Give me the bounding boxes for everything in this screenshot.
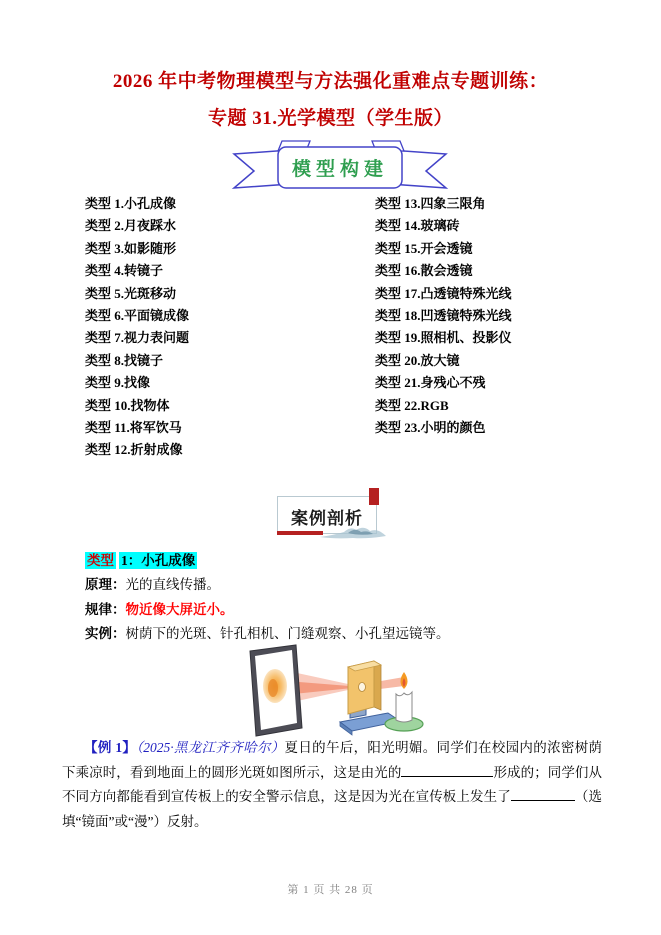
model-list-item: 类型 21.身残心不残 <box>375 375 486 391</box>
rule-line <box>85 598 605 622</box>
document-title-line2: 专题 31.光学模型（学生版） <box>207 108 453 129</box>
model-list-item: 类型 20.放大镜 <box>375 352 460 368</box>
rule-text: 物近像大屏近小。 <box>125 601 234 617</box>
model-list-left-column <box>85 193 365 462</box>
example1-tag: 【例 1】 <box>84 740 137 755</box>
example-label: 实例： <box>85 625 126 641</box>
model-list-item: 类型 13.四象三限角 <box>375 196 486 211</box>
model-list-item: 类型 22.RGB <box>375 397 449 413</box>
model-list-item: 类型 8.找镜子 <box>85 352 164 368</box>
model-list-item: 类型 5.光斑移动 <box>85 285 177 301</box>
model-list-item: 类型 16.散会透镜 <box>375 263 473 279</box>
principle-text: 光的直线传播。 <box>125 577 220 593</box>
model-list-item: 类型 23.小明的颜色 <box>375 419 486 435</box>
model-list-item: 类型 11.将军饮马 <box>85 419 182 435</box>
red-square-accent <box>369 488 379 505</box>
red-bar-accent <box>277 531 323 535</box>
rule-label: 规律： <box>85 601 126 617</box>
model-list-item: 类型 17.凸透镜特殊光线 <box>375 285 512 301</box>
model-list-item: 类型 10.找物体 <box>85 397 170 413</box>
model-list-item: 类型 7.视力表问题 <box>85 330 190 346</box>
model-construction-ribbon <box>226 136 454 194</box>
card-side <box>374 661 381 710</box>
model-list-item: 类型 12.折射成像 <box>85 442 183 458</box>
model-list-item: 类型 3.如影随形 <box>85 240 177 256</box>
example-line <box>85 622 605 646</box>
model-list-right-column <box>375 193 635 439</box>
model-list-item: 类型 1.小孔成像 <box>85 196 177 211</box>
mountain-decoration-icon <box>318 524 388 540</box>
example1-paragraph <box>62 736 602 834</box>
case-type1-block <box>85 549 605 646</box>
example1-text-part2: 形成的；同学们从不同方向都能看到宣传板上的安全警示信息，这是因为光在宣传板上发生了 <box>62 764 603 805</box>
example1-source: （2025·黑龙江齐齐哈尔） <box>136 740 285 755</box>
model-list-item: 类型 4.转镜子 <box>85 263 164 279</box>
pinhole-imaging-figure <box>238 644 436 741</box>
principle-label: 原理： <box>85 577 126 593</box>
answer-blank-1 <box>401 763 493 777</box>
model-list-item: 类型 9.找像 <box>85 375 151 391</box>
principle-line <box>85 573 605 597</box>
case-type1-title-line <box>85 549 605 573</box>
ribbon-label: 模型构建 <box>291 159 389 180</box>
case-analysis-header <box>277 496 377 534</box>
type-label-highlight: 类型 <box>87 553 114 568</box>
example-text: 树荫下的光斑、针孔相机、门缝观察、小孔望远镜等。 <box>125 625 450 641</box>
model-list-item: 类型 6.平面镜成像 <box>85 307 190 323</box>
example1-text-part1: 夏日的午后，阳光明媚。同学们在校园内的浓密树荫下乘凉时，看到地面上的圆形光斑如图所示，这是由光的 <box>62 740 603 780</box>
imaging-screen <box>250 645 302 736</box>
page-number-footer: 第 1 页 共 28 页 <box>287 884 374 896</box>
model-list-item: 类型 19.照相机、投影仪 <box>375 330 512 346</box>
example1-text-part3: （选填“镜面”或“漫”）反射。 <box>62 789 603 829</box>
candle-body <box>396 692 412 722</box>
document-title-line1: 2026 年中考物理模型与方法强化重难点专题训练： <box>112 71 549 92</box>
pinhole <box>359 683 366 692</box>
type-title-highlight: 1：小孔成像 <box>121 553 196 568</box>
model-list-item: 类型 18.凹透镜特殊光线 <box>375 307 512 323</box>
model-list-item: 类型 2.月夜踩水 <box>85 218 177 234</box>
model-list-item: 类型 15.开会透镜 <box>375 240 473 256</box>
answer-blank-2 <box>511 787 575 801</box>
model-list-item: 类型 14.玻璃砖 <box>375 218 460 234</box>
case-analysis-title: 案例剖析 <box>291 509 363 528</box>
